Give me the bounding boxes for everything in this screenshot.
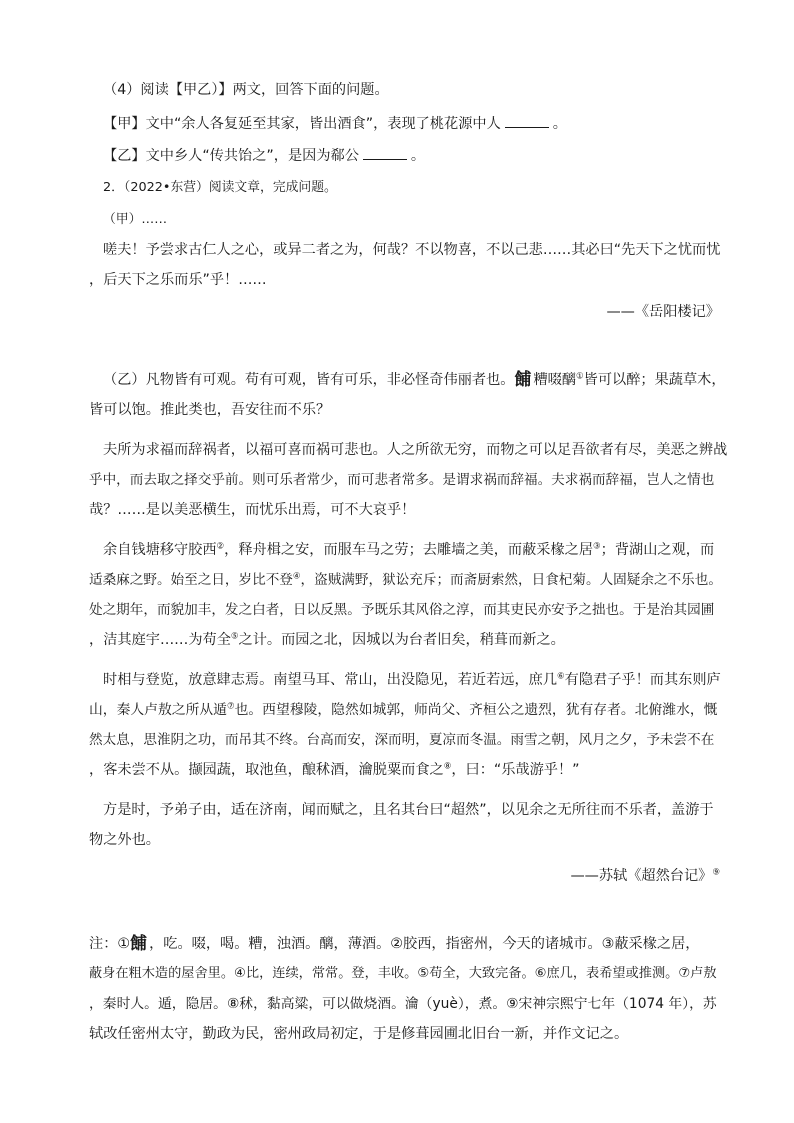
yi-p1-line-2: 皆可以饱。推此类也，吾安往而不乐？ <box>89 402 331 418</box>
bu-glyph: 餔 <box>130 934 147 954</box>
yi-p3-line-2: 适桑麻之野。始至之日，岁比不登④，盗贼满野，狱讼充斥；而斋厨索然，日食杞菊。人固疑余之不乐也。 <box>89 571 722 588</box>
yi-p1-line-1: （乙）凡物皆有可观。苟有可观，皆有可乐，非必怪奇伟丽者也。餔 糟啜醨①皆可以醉；果蔬草木， <box>103 370 726 390</box>
yi-p4-line-3: 然太息，思淮阴之功，而吊其不终。台高而安，深而明，夏凉而冬温。雨雪之朝，风月之夕，予未尝不在 <box>89 732 715 748</box>
jia-line-1: 嗟夫！予尝求古仁人之心，或异二者之为，何哉？不以物喜，不以己悲……其必曰“先天下之忧而忧 <box>103 242 721 258</box>
bu-glyph: 餔 <box>514 370 531 390</box>
yi-p2-line-2: 乎中，而去取之择交乎前。则可乐者常少，而可悲者常多。是谓求祸而辞福。夫求祸而辞福，岂人之情也 <box>89 472 715 488</box>
yi-p5-line-2: 物之外也。 <box>89 832 160 848</box>
jia-source: ——《岳阳楼记》 <box>606 304 720 320</box>
q4-item-b: 【乙】文中乡人“传共饴之”，是因为郗公 。 <box>103 148 426 164</box>
yi-source: ——苏轼《超然台记》⑨ <box>570 867 720 884</box>
notes-line-1: 注：①餔 ，吃。啜，喝。糟，浊酒。醨，薄酒。②胶西，指密州，今天的诸城市。③蔽采椽之居， <box>89 934 700 954</box>
yi-p3-line-3: 处之期年，而貌加丰，发之白者，日以反黑。予既乐其风俗之淳，而其吏民亦安予之拙也。于是治其园圃 <box>89 602 715 618</box>
notes-line-4: 轼改任密州太守，勤政为民，密州政局初定，于是修葺园圃北旧台一新，并作文记之。 <box>89 1026 629 1042</box>
yi-p3-line-1: 余自钱塘移守胶西②，释舟楫之安，而服车马之劳；去雕墙之美，而蔽采椽之居③；背湖山之观，而 <box>103 541 715 558</box>
yi-p2-line-1: 夫所为求福而辞祸者，以福可喜而祸可悲也。人之所欲无穷，而物之可以足吾欲者有尽，美恶之辨战 <box>103 442 728 458</box>
notes-line-3: ，秦时人。遁，隐居。⑧秫，黏高粱，可以做烧酒。瀹（yuè），煮。⑨宋神宗熙宁七年（1074 年），苏 <box>89 996 717 1012</box>
q4-intro: （4）阅读【甲乙）】两文，回答下面的问题。 <box>103 82 389 98</box>
yi-p4-line-2: 山，秦人卢敖之所从遁⑦也。西望穆陵，隐然如城郭，师尚父、齐桓公之遗烈，犹有存者。北俯潍水，慨 <box>89 701 718 718</box>
jia-label: （甲）…… <box>103 212 167 227</box>
answer-blank-b <box>363 147 407 160</box>
yi-p3-line-4: ，洁其庭宇……为苟全⑤之计。而园之北，因城以为台者旧矣，稍葺而新之。 <box>89 631 565 648</box>
answer-blank-a <box>505 115 549 128</box>
yi-p4-line-4: ，客未尝不从。撷园蔬，取池鱼，酿秫酒，瀹脱粟而食之⑧，曰：“乐哉游乎！” <box>89 761 580 778</box>
jia-line-2: ，后天下之乐而乐”乎！…… <box>89 272 267 288</box>
yi-p5-line-1: 方是时，予弟子由，适在济南，闻而赋之，且名其台曰“超然”，以见余之无所往而不乐者，盖游于 <box>103 802 714 818</box>
notes-line-2: 蔽身在粗木造的屋舍里。④比，连续，常常。登，丰收。⑤苟全，大致完备。⑥庶几，表希望或推测。⑦卢敖 <box>89 966 717 981</box>
yi-p2-line-3: 哉？……是以美恶横生，而忧乐出焉，可不大哀乎！ <box>89 502 416 518</box>
q2-header: 2．（2022•东营）阅读文章，完成问题。 <box>103 180 337 195</box>
yi-p4-line-1: 时相与登览，放意肆志焉。南望马耳、常山，出没隐见，若近若远，庶几⑥有隐君子乎！而其东则庐 <box>103 671 721 688</box>
q4-item-a: 【甲】文中“余人各复延至其家，皆出酒食”，表现了桃花源中人 。 <box>103 116 567 132</box>
